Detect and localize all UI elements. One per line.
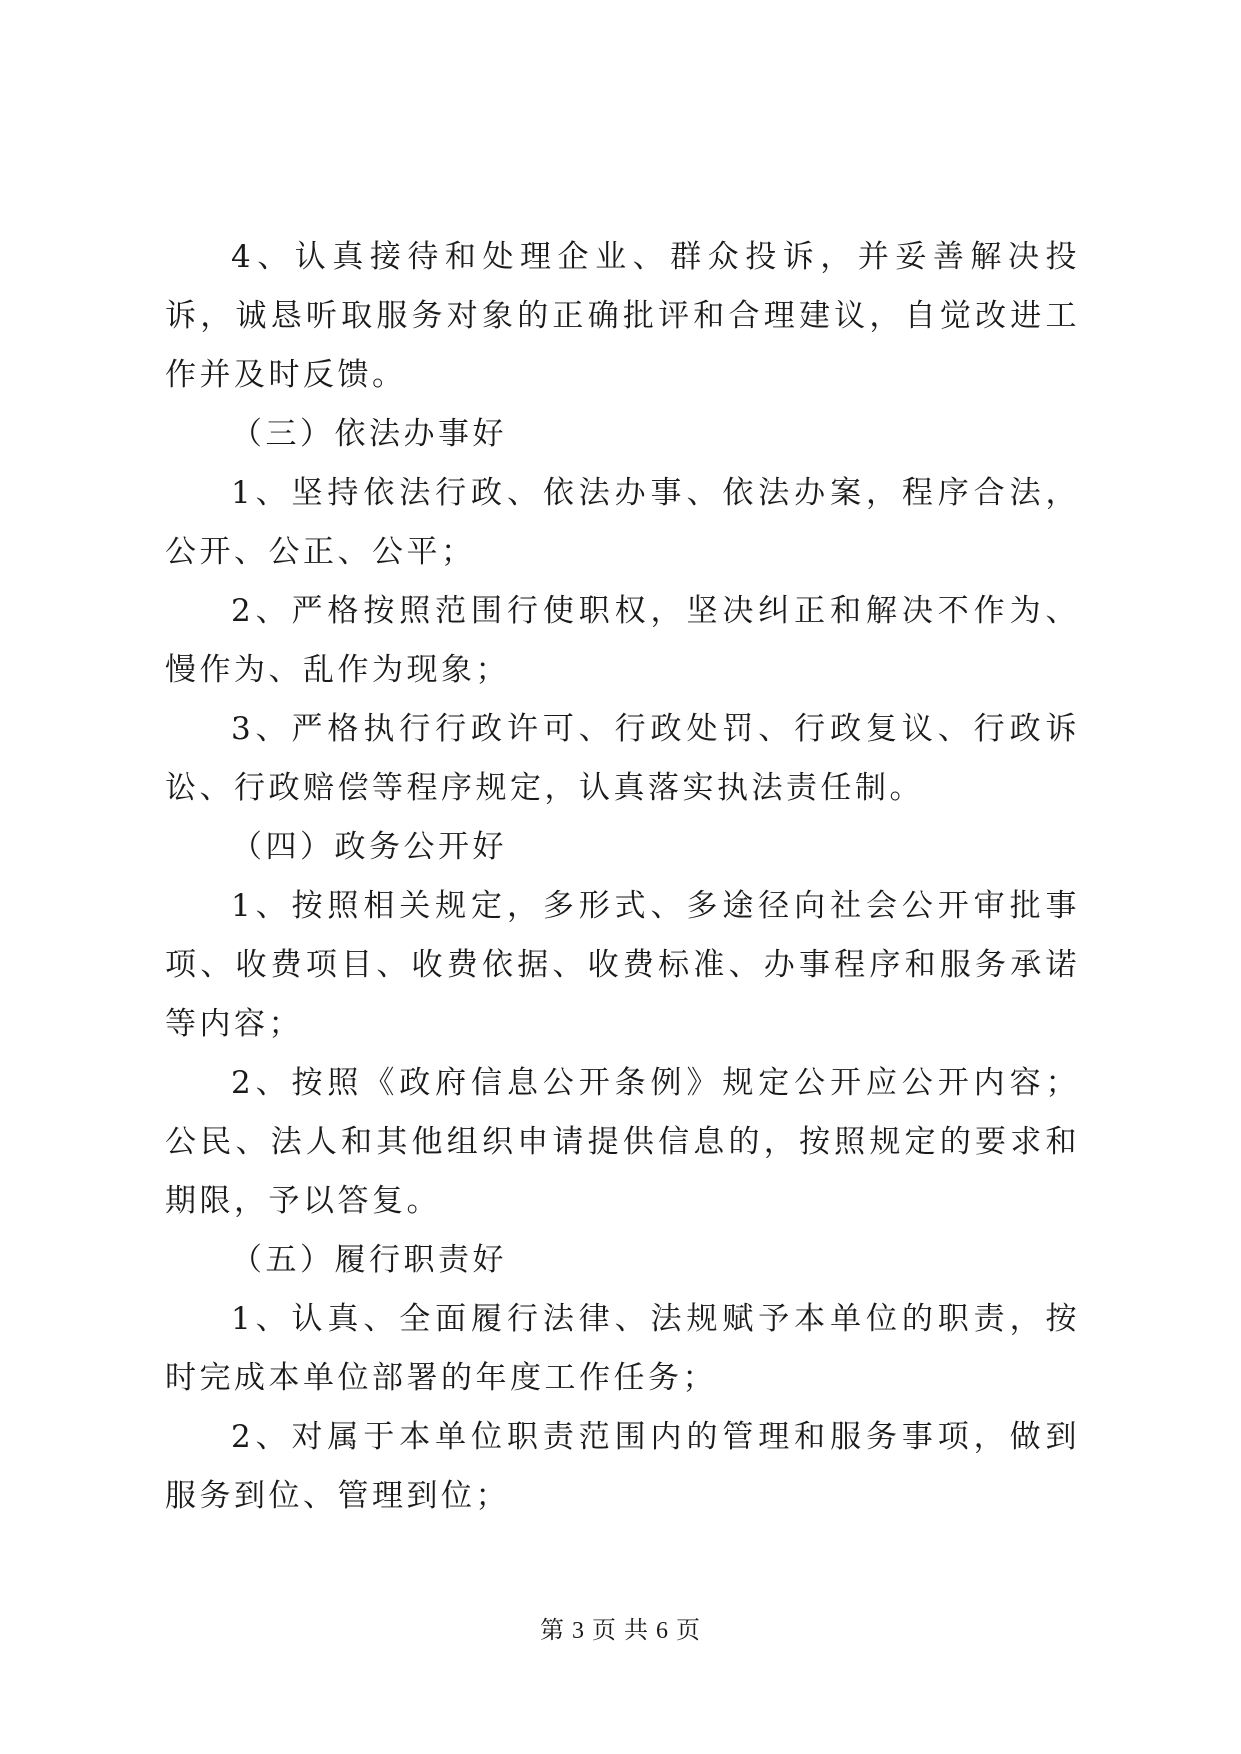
paragraph-item-2-authority: 2、严格按照范围行使职权，坚决纠正和解决不作为、慢作为、乱作为现象； (165, 593, 1080, 688)
paragraph-item-1-law: 1、坚持依法行政、依法办事、依法办案，程序合法，公开、公正、公平； (165, 475, 1080, 570)
paragraph-item-3-procedures: 3、严格执行行政许可、行政处罚、行政复议、行政诉讼、行政赔偿等程序规定，认真落实执法责任制。 (165, 711, 1080, 806)
document-body (165, 228, 1080, 1526)
paragraph-item-1-disclosure: 1、按照相关规定，多形式、多途径向社会公开审批事项、收费项目、收费依据、收费标准、办事程序和服务承诺等内容； (165, 888, 1080, 1042)
section-heading-4: （四）政务公开好 (231, 829, 507, 865)
section-heading-3: （三）依法办事好 (231, 416, 507, 452)
section-heading-5: （五）履行职责好 (231, 1242, 507, 1278)
page-footer: 第 3 页 共 6 页 (540, 1618, 701, 1644)
paragraph-item-2-regulations: 2、按照《政府信息公开条例》规定公开应公开内容；公民、法人和其他组织申请提供信息的，按照规定的要求和期限，予以答复。 (165, 1065, 1080, 1219)
paragraph-item-1-duties: 1、认真、全面履行法律、法规赋予本单位的职责，按时完成本单位部署的年度工作任务； (165, 1301, 1080, 1396)
paragraph-item-2-services: 2、对属于本单位职责范围内的管理和服务事项，做到服务到位、管理到位； (165, 1419, 1080, 1514)
paragraph-item-4-complaints: 4、认真接待和处理企业、群众投诉，并妥善解决投诉，诚恳听取服务对象的正确批评和合理建议，自觉改进工作并及时反馈。 (165, 239, 1080, 393)
